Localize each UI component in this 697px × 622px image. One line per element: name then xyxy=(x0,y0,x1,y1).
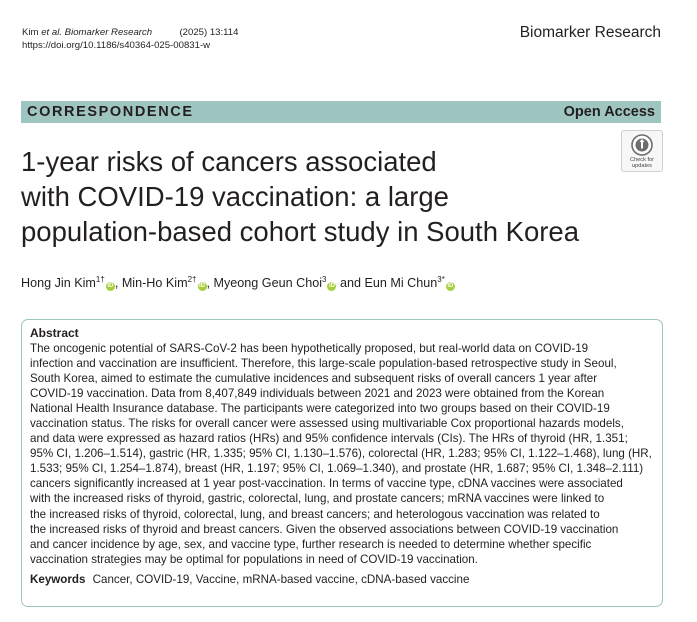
citation-journal: et al. Biomarker Research xyxy=(41,27,153,38)
abstract-line: vaccination status. The risks for overall cancer were assessed using multivariable Cox proportional hazards models, xyxy=(30,417,624,431)
orcid-icon[interactable]: iD xyxy=(328,283,335,289)
author-affiliation: 1† xyxy=(95,275,105,284)
author-name: Eun Mi Chun xyxy=(364,276,438,290)
author-name: Myeong Geun Choi xyxy=(213,276,323,290)
check-for-updates-label-1: Check for xyxy=(630,157,654,163)
doi-link[interactable]: https://doi.org/10.1186/s40364-025-00831-w xyxy=(22,40,211,51)
author-name: Min-Ho Kim xyxy=(121,276,188,290)
article-title xyxy=(21,144,621,249)
author-affiliation: 3 xyxy=(322,275,327,284)
abstract-line: vaccination strategies may be optimal for populations in need of COVID-19 vaccination. xyxy=(30,552,478,566)
abstract-line: cancers significantly increased at 1 year post-vaccination. In terms of vaccine type, cDNA vaccines were associated xyxy=(30,477,623,491)
author-separator: , xyxy=(206,276,214,290)
abstract-heading: Abstract xyxy=(30,326,79,340)
keywords-row xyxy=(30,572,654,587)
abstract-line: and cancer incidence by age, sex, and vaccine type, further research is needed to determine whether specific xyxy=(30,537,592,551)
abstract-line: The oncogenic potential of SARS-CoV-2 has been hypothetically proposed, but real-world data on COVID-19 xyxy=(30,342,589,355)
abstract-box xyxy=(21,319,663,607)
author-list xyxy=(21,275,455,291)
check-for-updates-label-2: updates xyxy=(632,163,652,169)
abstract-line: the increased risks of thyroid and breast cancers. Given the observed associations between COVID-19 vaccination xyxy=(30,522,619,536)
abstract-line: with the increased risks of thyroid, gastric, colorectal, lung, and prostate cancers; mRNA vaccines were linked to xyxy=(30,492,605,506)
article-type-banner xyxy=(21,101,661,123)
journal-name: Biomarker Research xyxy=(519,24,661,41)
citation-author: Kim xyxy=(22,27,39,38)
abstract-line: 95% CI, 1.206–1.514), gastric (HR, 1.335; 95% CI, 1.130–1.576), colorectal (HR, 1.283; 95% CI, 1.122–1.468), lung (HR, xyxy=(30,447,652,461)
orcid-icon[interactable]: iD xyxy=(199,283,205,289)
check-for-updates-button[interactable] xyxy=(621,130,663,172)
title-line: with COVID-19 vaccination: a large xyxy=(21,181,449,212)
citation-line xyxy=(22,26,238,39)
abstract-line: infection and vaccination are insufficient. Therefore, this large-scale population-based retrospective study in Seoul, xyxy=(30,357,617,371)
author-name: Hong Jin Kim xyxy=(21,276,96,290)
citation-year-volume: (2025) 13:114 xyxy=(179,27,239,38)
abstract-line: 1.533; 95% CI, 1.254–1.874), breast (HR, 1.197; 95% CI, 1.069–1.340), and prostate (HR, 1.687; 95% CI, 1.348–2.111) xyxy=(30,462,644,476)
keywords-label: Keywords xyxy=(30,572,86,586)
abstract-line: South Korea, aimed to estimate the cumulative incidences and subsequent risks of overall cancers 1 year after xyxy=(30,372,598,386)
author-affiliation: 2† xyxy=(187,275,197,284)
author-separator: and xyxy=(336,276,365,290)
open-access-label: Open Access xyxy=(563,104,655,120)
keywords-text: Cancer, COVID-19, Vaccine, mRNA-based vaccine, cDNA-based vaccine xyxy=(92,572,470,586)
article-type: CORRESPONDENCE xyxy=(27,104,194,120)
abstract-line: National Health Insurance database. The participants were categorized into two groups based on their COVID-19 xyxy=(30,402,610,416)
orcid-icon[interactable]: iD xyxy=(107,283,114,289)
title-line: population-based cohort study in South Korea xyxy=(21,216,580,247)
abstract-line: COVID-19 vaccination. Data from 8,407,849 individuals between 2021 and 2023 were obtained from the Korean xyxy=(30,387,605,401)
author-separator: , xyxy=(114,276,122,290)
check-for-updates-icon xyxy=(631,134,653,156)
citation-header xyxy=(22,26,238,52)
orcid-icon[interactable]: iD xyxy=(447,283,454,289)
abstract-text xyxy=(30,341,654,567)
author-affiliation: 3* xyxy=(437,275,445,284)
abstract-line: and data were expressed as hazard ratios (HRs) and 95% confidence intervals (CIs). The HRs of thyroid (HR, 1.351; xyxy=(30,432,628,446)
title-line: 1-year risks of cancers associated xyxy=(21,146,437,177)
abstract-line: the increased risks of thyroid, colorectal, lung, and breast cancers; and heterologous vaccination was related to xyxy=(30,507,600,521)
